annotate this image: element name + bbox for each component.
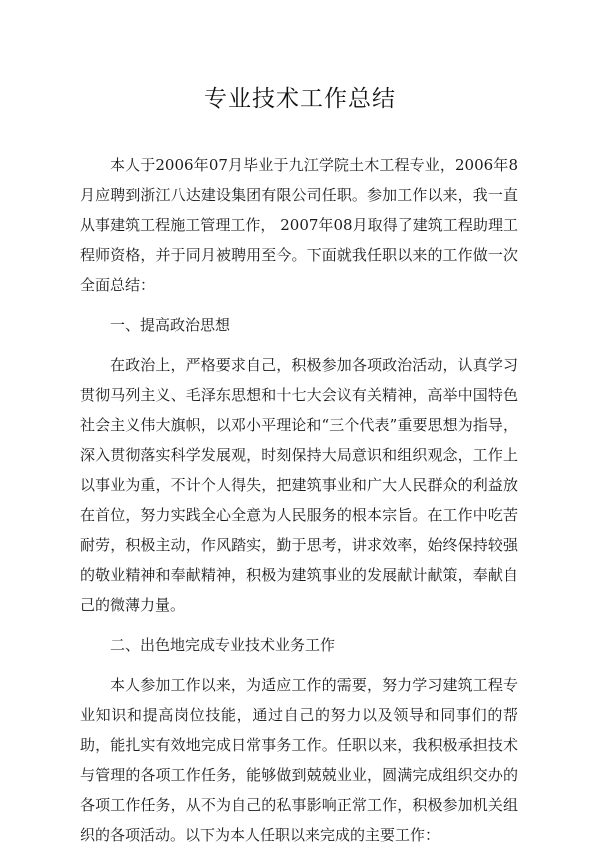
section-heading-professional: 二、出色地完成专业技术业务工作 [110,636,336,654]
section-paragraph-political: 在政治上，严格要求自己，积极参加各项政治活动，认真学习贯彻马列主义、毛泽东思想和十七大会议有关精神，高举中国特色社会主义伟大旗帜，以邓小平理论和“三个代表”重要思想为指导，深入贯彻落实科学发展观，时刻保持大局意识和组织观念，工作上以事业为重，不计个人得失，把建筑事业和广大人民群众的利益放在首位，努力实践全心全意为人民服务的根本宗旨。在工作中吃苦耐劳，积极主动，作风踏实，勤于思考，讲求效率，始终保持较强的敬业精神和奉献精神，积极为建筑事业的发展献计献策，奉献自己的微薄力量。 [80,356,518,614]
intro-paragraph: 本人于2006年07月毕业于九江学院土木工程专业，2006年8月应聘到浙江八达建设集团有限公司任职。参加工作以来，我一直从事建筑工程施工管理工作， 2007年08月取得了建筑工程助理工程师资格，并于同月被聘用至今。下面就我任职以来的工作做一次全面总结： [80,156,518,294]
document-title: 专业技术工作总结 [204,86,396,112]
document-body [80,150,518,850]
section-paragraph-professional: 本人参加工作以来，为适应工作的需要，努力学习建筑工程专业知识和提高岗位技能，通过自己的努力以及领导和同事们的帮助，能扎实有效地完成日常事务工作。任职以来，我积极承担技术与管理的各项工作任务，能够做到兢兢业业，圆满完成组织交办的各项工作任务，从不为自己的私事影响正常工作，积极参加机关组织的各项活动。以下为本人任职以来完成的主要工作： [80,676,518,844]
section-heading-political: 一、提高政治思想 [110,316,231,334]
